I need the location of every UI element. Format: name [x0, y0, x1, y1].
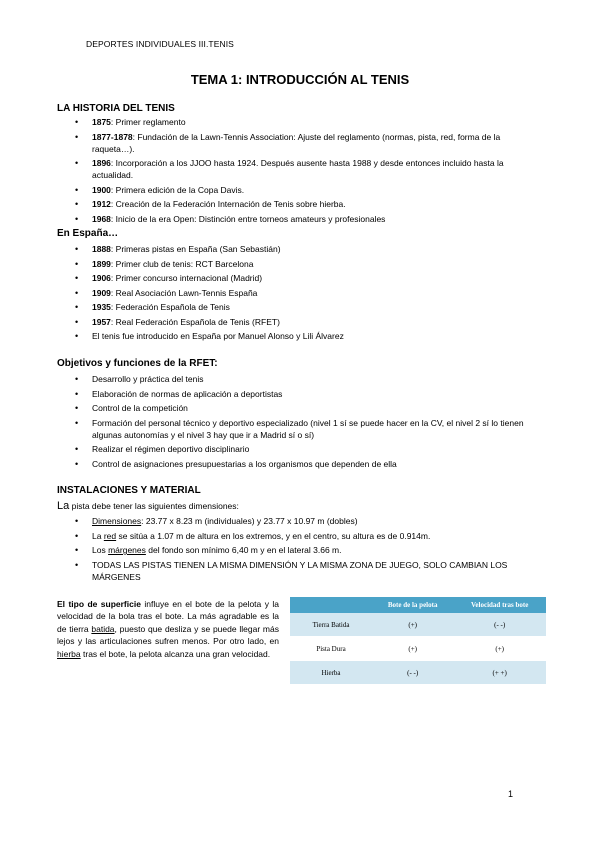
- list-item: • Los márgenes del fondo son mínimo 6,40 m y en el lateral 3.66 m.: [75, 545, 342, 555]
- page-title: TEMA 1: INTRODUCCIÓN AL TENIS: [190, 72, 410, 87]
- list-item: • Realizar el régimen deportivo disciplinario: [75, 444, 250, 454]
- table-cell: Tierra Batida: [290, 613, 372, 637]
- list-item: • La red se sitúa a 1.07 m de altura en los extremos, y en el centro, su altura es de 0.914m.: [75, 530, 431, 541]
- list-item: • Formación del personal técnico y deportivo especializado (nivel 1 sí se puede hacer en la CV, el nivel 2 sí lo tienen algunas autonomías y el nivel 3 hay que ir a Madrid sí o sí): [75, 417, 524, 440]
- table-cell: (+): [453, 637, 546, 661]
- running-header: DEPORTES INDIVIDUALES III.TENIS: [86, 39, 234, 49]
- table-row: [290, 637, 546, 661]
- table-cell: (- -): [372, 661, 453, 685]
- table-cell: (- -): [453, 613, 546, 637]
- list-item: • 1968: Inicio de la era Open: Distinción entre torneos amateurs y profesionales: [75, 213, 386, 224]
- rfet-heading: Objetivos y funciones de la RFET:: [57, 358, 218, 369]
- surface-table: [290, 597, 546, 685]
- list-item: • Elaboración de normas de aplicación a deportistas: [75, 388, 283, 399]
- list-item: • Dimensiones: 23.77 x 8.23 m (individuales) y 23.77 x 10.97 m (dobles): [75, 516, 358, 526]
- instalaciones-list: [0, 515, 542, 585]
- table-header-cell: Velocidad tras bote: [453, 597, 546, 613]
- table-cell: Hierba: [290, 661, 372, 685]
- page-number: 1: [508, 789, 514, 799]
- superficie-paragraph: El tipo de superficie influye en el bote de la pelota y la velocidad de la bola tras el bote. La más agradable es la de tierra batida, puesto que desliza y se puede llegar más lejos y las articulaciones sufren menos. Por otro lado, en hierba tras el bote, la pelota alcanza una gran velocidad.: [57, 599, 279, 659]
- table-row: [290, 661, 546, 685]
- historia-heading: LA HISTORIA DEL TENIS: [57, 103, 175, 114]
- list-item: • Control de la competición: [75, 403, 188, 413]
- list-item: • El tenis fue introducido en España por Manuel Alonso y Lili Álvarez: [75, 331, 344, 341]
- table-cell: (+ +): [453, 661, 546, 685]
- espana-heading: En España…: [57, 228, 119, 239]
- instalaciones-heading: INSTALACIONES Y MATERIAL: [57, 485, 201, 496]
- list-item: • 1906: Primer concurso internacional (Madrid): [75, 273, 263, 283]
- table-header-cell: [290, 597, 372, 613]
- list-item: • 1875: Primer reglamento: [75, 117, 186, 127]
- table-cell: (+): [372, 637, 453, 661]
- list-item: • 1909: Real Asociación Lawn-Tennis España: [75, 287, 258, 298]
- list-item: • 1935: Federación Española de Tenis: [75, 302, 230, 312]
- list-item: • Control de asignaciones presupuestarias a los organismos que dependen de ella: [75, 458, 397, 469]
- list-item: • 1899: Primer club de tenis: RCT Barcelona: [75, 258, 254, 269]
- list-item: • 1888: Primeras pistas en España (San Sebastián): [75, 244, 281, 254]
- rfet-list: [0, 373, 542, 472]
- list-item: • 1900: Primera edición de la Copa Davis.: [75, 184, 245, 195]
- list-item: • TODAS LAS PISTAS TIENEN LA MISMA DIMENSIÓN Y LA MISMA ZONA DE JUEGO, SOLO CAMBIAN LOS MÁRGENES: [75, 559, 508, 582]
- table-header-row: [290, 597, 546, 613]
- instalaciones-intro: La pista debe tener las siguientes dimensiones:: [57, 500, 239, 512]
- table-row: [290, 613, 546, 637]
- list-item: • 1877-1878: Fundación de la Lawn-Tennis Association: Ajuste del reglamento (normas, pista, red, forma de la raqueta…).: [75, 131, 501, 154]
- table-cell: Pista Dura: [290, 637, 372, 661]
- list-item: • 1912: Creación de la Federación Internación de Tenis sobre hierba.: [75, 199, 346, 209]
- espana-list: [0, 243, 542, 345]
- table-header-cell: Bote de la pelota: [372, 597, 453, 613]
- list-item: • 1896: Incorporación a los JJOO hasta 1924. Después ausente hasta 1988 y desde entonces incluido hasta la actualidad.: [75, 158, 504, 180]
- list-item: • Desarrollo y práctica del tenis: [75, 374, 204, 384]
- list-item: • 1957: Real Federación Española de Tenis (RFET): [75, 316, 280, 327]
- historia-list: [0, 116, 542, 227]
- table-cell: (+): [372, 613, 453, 637]
